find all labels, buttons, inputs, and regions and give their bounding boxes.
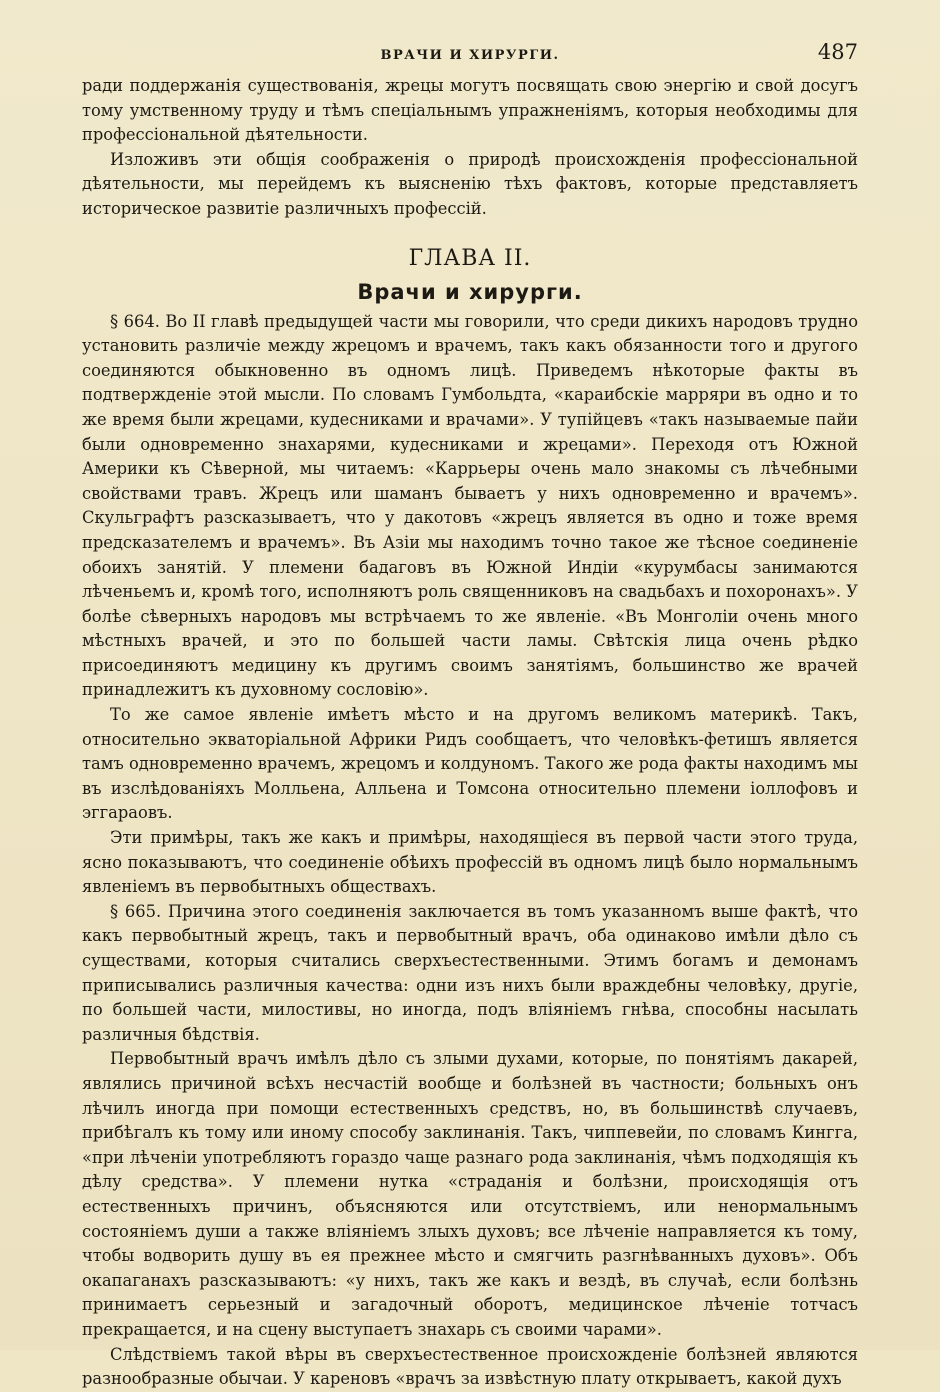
paragraph: Первобытный врачъ имѣлъ дѣло съ злыми духами, которые, по понятіямъ дакарей, являлись причиной всѣхъ несчастій вообще и болѣзней въ частности; больныхъ онъ лѣчилъ иногда при помощи естественныхъ средствъ, но, въ большинствѣ случаевъ, прибѣгалъ къ тому или иному способу заклинанія. Такъ, чиппевейи, по словамъ Кингга, «при лѣченіи употребляютъ гораздо чаще разнаго рода заклинанія, чѣмъ подходящія къ дѣлу средства». У племени нутка «страданія и болѣзни, происходящія отъ естественныхъ причинъ, объясняются или отсутствіемъ, или ненормальнымъ состояніемъ души а также вліяніемъ злыхъ духовъ; все лѣченіе направляется къ тому, чтобы водворить душу въ ея прежнее мѣсто и смягчить разгнѣванныхъ духовъ». Объ окапаганахъ разсказываютъ: «у нихъ, такъ же какъ и вездѣ, въ случаѣ, если болѣзнь принимаетъ серьезный и загадочный оборотъ, медицинское лѣченіе тотчасъ прекращается, и на сцену выступаетъ знахарь съ своими чарами». (82, 1049, 858, 1339)
paragraph-section-665: § 665. Причина этого соединенія заключается въ томъ указанномъ выше фактѣ, что какъ первобытный жрецъ, такъ и первобытный врачъ, оба одинаково имѣли дѣло съ существами, которыя считались сверхъестественными. Этимъ богамъ и демонамъ приписывались различныя качества: одни изъ нихъ были враждебны человѣку, другіе, по большей части, милостивы, но иногда, подъ вліяніемъ гнѣва, способны насылать различныя бѣдствія. (82, 901, 858, 1044)
paragraph: То же самое явленіе имѣетъ мѣсто и на другомъ великомъ материкѣ. Такъ, относительно экваторіальной Африки Ридъ сообщаетъ, что человѣкъ-фетишъ является тамъ одновременно врачемъ, жрецомъ и колдуномъ. Такого же рода факты находимъ мы въ изслѣдованіяхъ Молльена, Алльена и Томсона относительно племени іоллофовъ и эггараовъ. (82, 705, 858, 823)
paragraph: Эти примѣры, такъ же какъ и примѣры, находящіеся въ первой части этого труда, ясно показываютъ, что соединеніе обѣихъ профессій въ одномъ лицѣ было нормальнымъ явленіемъ въ первобытныхъ обществахъ. (82, 828, 858, 897)
paragraph: Изложивъ эти общія соображенія о природѣ происхожденія профессіональной дѣятельности, мы перейдемъ къ выясненію тѣхъ фактовъ, которые представляетъ историческое развитіе различныхъ профессій. (82, 149, 858, 218)
chapter-number: ГЛАВА II. (408, 245, 532, 271)
body-text (82, 74, 858, 1392)
paragraph: Слѣдствіемъ такой вѣры въ сверхъестественное происхожденіе болѣзней являются разнообразные обычаи. У кареновъ «врачъ за извѣстную плату открываетъ, какой духъ (82, 1344, 858, 1389)
paragraph-continued: ради поддержанія существованія, жрецы могутъ посвящать свою энергію и свой досугъ тому умственному труду и тѣмъ спеціальнымъ упражненіямъ, которыя необходимы для профессіональной дѣятельности. (82, 76, 858, 145)
chapter-title: Врачи и хирурги. (357, 279, 583, 304)
running-title: ВРАЧИ И ХИРУРГИ. (380, 48, 560, 63)
running-header (82, 40, 858, 74)
paragraph-section-664: § 664. Во II главѣ предыдущей части мы говорили, что среди дикихъ народовъ трудно установить различіе между жрецомъ и врачемъ, такъ какъ обязанности того и другого соединяются обыкновенно въ одномъ лицѣ. Приведемъ нѣкоторые факты въ подтвержденіе этой мысли. По словамъ Гумбольдта, «караибскіе марряри въ одно и то же время были жрецами, кудесниками и врачами». У тупійцевъ «такъ называемые пайи были одновременно знахарями, кудесниками и жрецами». Переходя отъ Южной Америки къ Сѣверной, мы читаемъ: «Каррьеры очень мало знакомы съ лѣчебными свойствами травъ. Жрецъ или шаманъ бываетъ у нихъ одновременно и врачемъ». Скульграфтъ разсказываетъ, что у дакотовъ «жрецъ является въ одно и тоже время предсказателемъ и врачемъ». Въ Азіи мы находимъ точно такое же тѣсное соединеніе обоихъ занятій. У племени бадаговъ въ Южной Индіи «курумбасы занимаются лѣченьемъ и, кромѣ того, исполняютъ роль священниковъ на свадьбахъ и похоронахъ». У болѣе сѣверныхъ народовъ мы встрѣчаемъ то же явленіе. «Въ Монголіи очень много мѣстныхъ врачей, и это по большей части ламы. Свѣтскія лица очень рѣдко присоединяютъ медицину къ другимъ своимъ занятіямъ, большинство же врачей принадлежитъ къ духовному сословію». (82, 311, 858, 700)
page-number: 487 (817, 40, 858, 64)
